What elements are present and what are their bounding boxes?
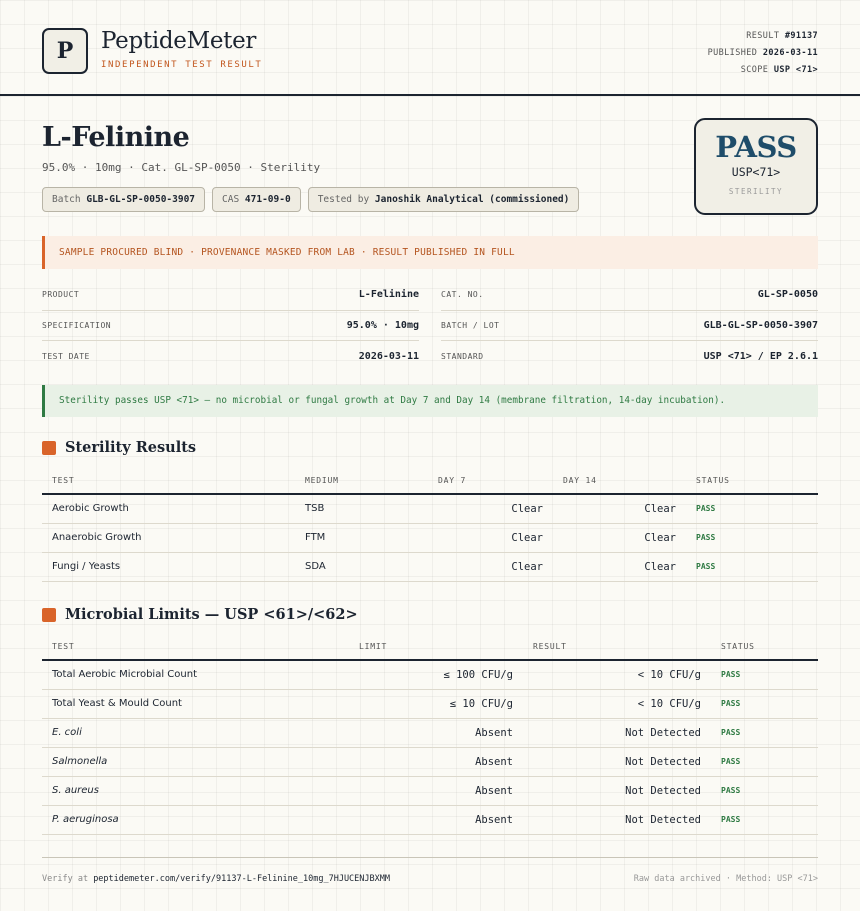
logo: P bbox=[42, 28, 88, 74]
column-header: STATUS bbox=[711, 634, 818, 660]
archive-note: Raw data archived · Method: USP <71> bbox=[633, 874, 818, 884]
table-row bbox=[42, 776, 818, 805]
chip-value: Janoshik Analytical (commissioned) bbox=[374, 194, 570, 205]
result: Not Detected bbox=[523, 718, 711, 747]
medium: SDA bbox=[295, 552, 428, 581]
result: Not Detected bbox=[523, 776, 711, 805]
test-name: E. coli bbox=[42, 718, 349, 747]
test-name: Fungi / Yeasts bbox=[42, 552, 295, 581]
section-marker-icon bbox=[42, 441, 56, 455]
column-header: TEST bbox=[42, 634, 349, 660]
info-label: SPECIFICATION bbox=[42, 320, 112, 330]
info-grid-right bbox=[441, 280, 818, 372]
day7-result: Clear bbox=[428, 494, 553, 523]
section-marker-icon bbox=[42, 608, 56, 622]
table-row bbox=[42, 660, 818, 689]
medium: TSB bbox=[295, 494, 428, 523]
limit: Absent bbox=[349, 776, 523, 805]
info-row bbox=[42, 341, 419, 372]
pass-badge bbox=[694, 118, 818, 215]
brand-block bbox=[101, 28, 262, 70]
day14-result: Clear bbox=[553, 494, 686, 523]
column-header: TEST bbox=[42, 468, 295, 494]
limit: ≤ 10 CFU/g bbox=[349, 689, 523, 718]
page-title: L-Felinine bbox=[42, 122, 190, 153]
day7-result: Clear bbox=[428, 523, 553, 552]
tested-by-chip bbox=[308, 187, 580, 212]
status-badge: PASS bbox=[711, 718, 818, 747]
status-badge: PASS bbox=[711, 689, 818, 718]
info-value: 95.0% · 10mg bbox=[346, 319, 419, 331]
result: < 10 CFU/g bbox=[523, 689, 711, 718]
info-label: STANDARD bbox=[441, 351, 484, 361]
table-row bbox=[42, 747, 818, 776]
day14-result: Clear bbox=[553, 523, 686, 552]
column-header: LIMIT bbox=[349, 634, 523, 660]
info-grid-left bbox=[42, 280, 419, 372]
table-row bbox=[42, 494, 818, 523]
badge-scope: STERILITY bbox=[728, 187, 784, 196]
limit: ≤ 100 CFU/g bbox=[349, 660, 523, 689]
microbial-section-header bbox=[42, 606, 358, 623]
chip-label: CAS bbox=[222, 194, 240, 205]
chip-value: 471-09-0 bbox=[244, 194, 291, 205]
status-badge: PASS bbox=[686, 523, 818, 552]
info-value: L-Felinine bbox=[358, 289, 419, 301]
microbial-limits-table bbox=[42, 634, 818, 835]
verdict-note: Sterility passes USP <71> — no microbial or fungal growth at Day 7 and Day 14 (membrane filtration, 14-day incubation). bbox=[42, 385, 818, 417]
column-header: RESULT bbox=[523, 634, 711, 660]
published-date: 2026-03-11 bbox=[762, 48, 818, 58]
table-row bbox=[42, 805, 818, 834]
column-header: DAY 7 bbox=[428, 468, 553, 494]
medium: FTM bbox=[295, 523, 428, 552]
result: Not Detected bbox=[523, 805, 711, 834]
day14-result: Clear bbox=[553, 552, 686, 581]
footer-divider bbox=[42, 857, 818, 858]
table-row bbox=[42, 552, 818, 581]
status-badge: PASS bbox=[686, 494, 818, 523]
column-header: MEDIUM bbox=[295, 468, 428, 494]
table-row bbox=[42, 718, 818, 747]
test-name: P. aeruginosa bbox=[42, 805, 349, 834]
batch-chip bbox=[42, 187, 205, 212]
published-label: PUBLISHED bbox=[707, 48, 758, 58]
brand-tagline: INDEPENDENT TEST RESULT bbox=[101, 60, 263, 70]
info-row bbox=[441, 341, 818, 372]
badge-verdict: PASS bbox=[715, 130, 797, 164]
brand-name: PeptideMeter bbox=[101, 28, 257, 54]
scope-value: USP <71> bbox=[773, 65, 818, 75]
test-name: Total Aerobic Microbial Count bbox=[42, 660, 349, 689]
info-value: USP <71> / EP 2.6.1 bbox=[703, 350, 818, 362]
info-label: TEST DATE bbox=[42, 351, 90, 361]
status-badge: PASS bbox=[686, 552, 818, 581]
sterility-table bbox=[42, 468, 818, 582]
verify-line bbox=[42, 874, 390, 884]
section-title: Sterility Results bbox=[65, 439, 197, 456]
verify-link[interactable]: peptidemeter.com/verify/91137-L-Felinine_10mg_7HJUCENJBXMM bbox=[93, 874, 390, 884]
info-value: GL-SP-0050 bbox=[757, 289, 818, 301]
day7-result: Clear bbox=[428, 552, 553, 581]
info-row bbox=[441, 280, 818, 311]
test-name: Aerobic Growth bbox=[42, 494, 295, 523]
column-header: DAY 14 bbox=[553, 468, 686, 494]
result: < 10 CFU/g bbox=[523, 660, 711, 689]
chip-label: Batch bbox=[52, 194, 81, 205]
page-subtitle: 95.0% · 10mg · Cat. GL-SP-0050 · Sterility bbox=[42, 161, 321, 174]
limit: Absent bbox=[349, 747, 523, 776]
info-label: BATCH / LOT bbox=[441, 320, 500, 330]
info-label: PRODUCT bbox=[42, 290, 80, 300]
table-row bbox=[42, 523, 818, 552]
result-meta bbox=[708, 28, 818, 79]
scope-label: SCOPE bbox=[740, 65, 769, 75]
info-value: GLB-GL-SP-0050-3907 bbox=[703, 319, 818, 331]
test-name: Anaerobic Growth bbox=[42, 523, 295, 552]
status-badge: PASS bbox=[711, 660, 818, 689]
limit: Absent bbox=[349, 805, 523, 834]
section-title: Microbial Limits — USP <61>/<62> bbox=[65, 606, 358, 623]
header-divider bbox=[0, 94, 860, 96]
chip-row bbox=[42, 187, 579, 212]
info-label: CAT. NO. bbox=[441, 290, 484, 300]
table-header-row bbox=[42, 468, 818, 494]
result-label: RESULT bbox=[746, 31, 780, 41]
status-badge: PASS bbox=[711, 776, 818, 805]
chip-value: GLB-GL-SP-0050-3907 bbox=[86, 194, 196, 205]
table-row bbox=[42, 689, 818, 718]
info-row bbox=[441, 311, 818, 342]
result: Not Detected bbox=[523, 747, 711, 776]
status-badge: PASS bbox=[711, 805, 818, 834]
blind-procurement-notice: SAMPLE PROCURED BLIND · PROVENANCE MASKED FROM LAB · RESULT PUBLISHED IN FULL bbox=[42, 236, 818, 269]
badge-standard: USP<71> bbox=[731, 165, 781, 179]
info-row bbox=[42, 311, 419, 342]
verify-prefix: Verify at bbox=[42, 874, 89, 884]
test-name: S. aureus bbox=[42, 776, 349, 805]
table-header-row bbox=[42, 634, 818, 660]
cas-chip bbox=[212, 187, 301, 212]
sterility-section-header bbox=[42, 439, 196, 456]
limit: Absent bbox=[349, 718, 523, 747]
test-name: Total Yeast & Mould Count bbox=[42, 689, 349, 718]
result-number: #91137 bbox=[784, 31, 818, 41]
info-value: 2026-03-11 bbox=[358, 350, 419, 362]
column-header: STATUS bbox=[686, 468, 818, 494]
status-badge: PASS bbox=[711, 747, 818, 776]
test-name: Salmonella bbox=[42, 747, 349, 776]
chip-label: Tested by bbox=[317, 194, 370, 205]
info-row bbox=[42, 280, 419, 311]
